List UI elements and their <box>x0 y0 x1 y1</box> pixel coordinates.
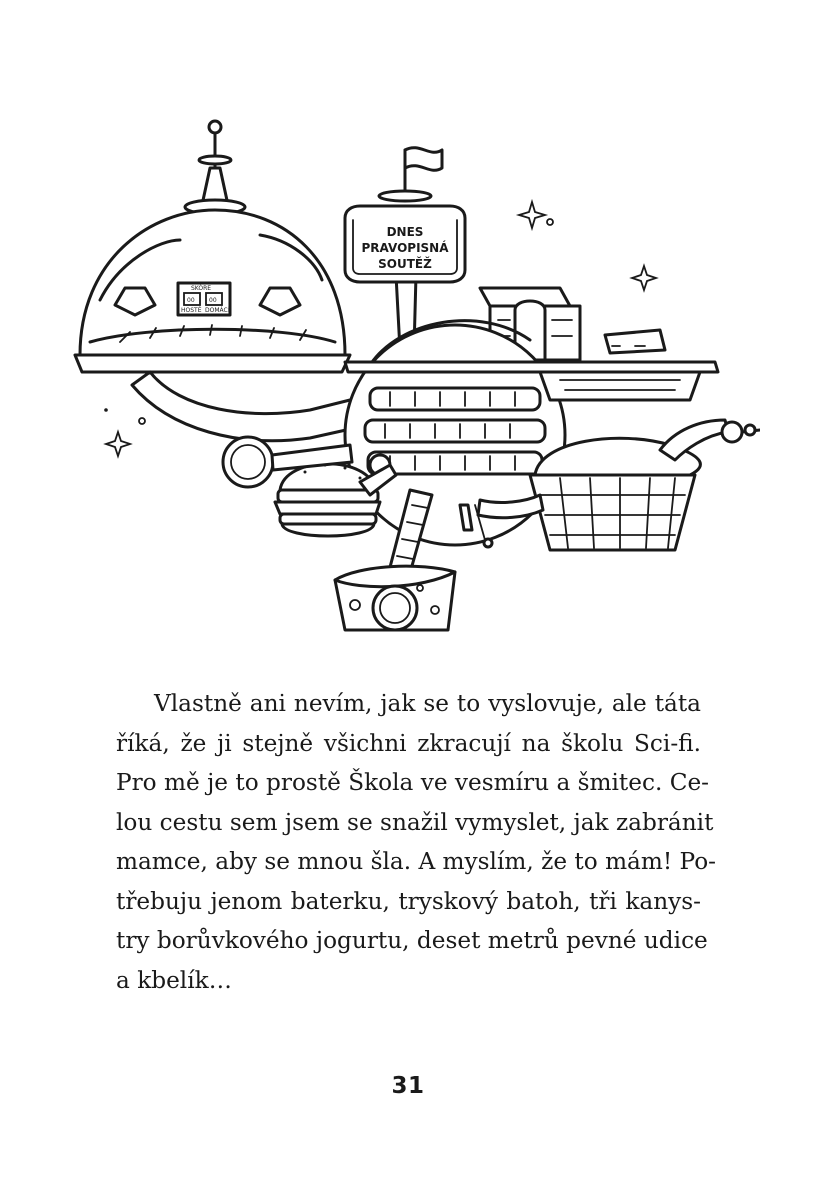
sign-line-2: PRAVOPISNÁ <box>361 241 449 255</box>
text-line: mamce, aby se mnou šla. A myslím, že to mám! Po- <box>116 848 717 875</box>
body-paragraph <box>116 684 717 1000</box>
text-line: říká, že ji stejně všichni zkracují na školu Sci-fi. <box>116 729 701 757</box>
sign-line-1: DNES <box>386 225 424 239</box>
scoreboard-label: SKÓRE <box>191 285 212 292</box>
scoreboard-digits-guests: 00 <box>187 297 195 304</box>
space-school-illustration <box>60 110 760 650</box>
scoreboard-home-label: DOMÁCÍ <box>205 307 230 314</box>
text-line: a kbelík… <box>116 966 232 994</box>
text-line: třebuju jenom baterku, tryskový batoh, tři kanys- <box>116 887 701 915</box>
text-line: Vlastně ani nevím, jak se to vyslovuje, ale táta <box>154 690 701 717</box>
sign-line-3: SOUTĚŽ <box>378 257 432 271</box>
dome-stadium <box>75 121 350 372</box>
scoreboard-digits-home: 00 <box>209 297 217 304</box>
text-line: Pro mě je to prostě Škola ve vesmíru a šmitec. Ce- <box>116 769 710 796</box>
text-line: try borůvkového jogurtu, deset metrů pevné udice <box>116 927 708 954</box>
burger-module <box>275 464 396 537</box>
contest-sign <box>345 206 465 282</box>
connector-tube <box>132 372 355 441</box>
text-line: lou cestu sem jsem se snažil vymyslet, jak zabránit <box>116 808 714 836</box>
scoreboard-guests-label: HOSTÉ <box>181 307 202 314</box>
page-number: 31 <box>391 1073 425 1099</box>
